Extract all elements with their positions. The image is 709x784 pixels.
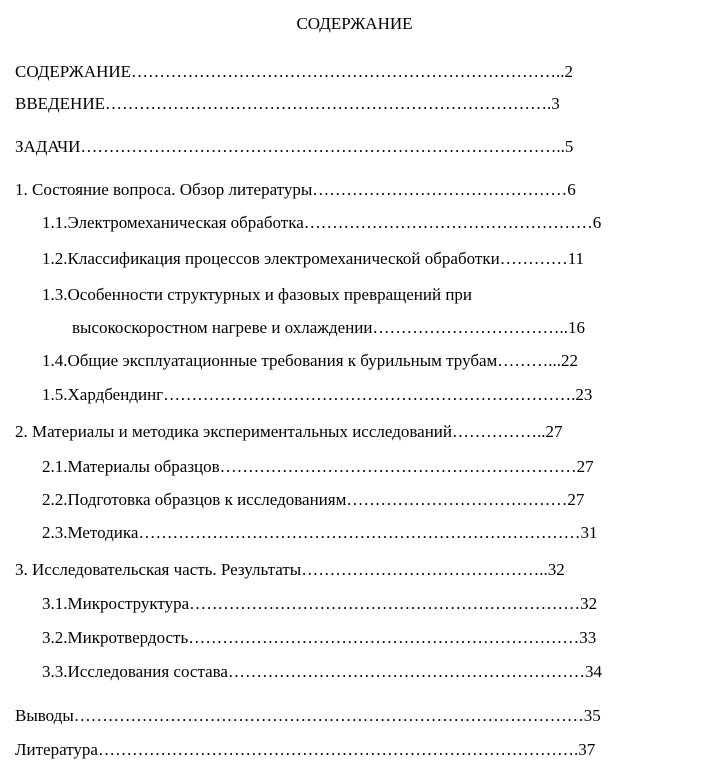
toc-entry-conclusions[interactable]: Выводы………………………………………………………………………………35 [15,706,601,725]
toc-entry-1-5[interactable]: 1.5.Хардбендинг……………………………………………………………….23 [42,385,593,404]
toc-entry-contents[interactable]: СОДЕРЖАНИЕ…………………………………………………………………..2 [15,62,574,81]
toc-entry-2-2[interactable]: 2.2.Подготовка образцов к исследованиям…………………………………27 [42,490,585,509]
toc-entry-tasks[interactable]: ЗАДАЧИ…………………………………………………………………………..5 [15,137,574,156]
page-title: СОДЕРЖАНИЕ [296,14,413,33]
toc-entry-2-3[interactable]: 2.3.Методика……………………………………………………………………31 [42,523,598,542]
toc-entry-1-1[interactable]: 1.1.Электромеханическая обработка……………………………………………6 [42,213,602,232]
toc-entry-chapter-1[interactable]: 1. Состояние вопроса. Обзор литературы………………………………………6 [15,180,576,199]
toc-entry-chapter-3[interactable]: 3. Исследовательская часть. Результаты……………………………………..32 [15,560,565,579]
toc-entry-1-2[interactable]: 1.2.Классификация процессов электромеханической обработки…………11 [42,249,585,268]
toc-entry-3-3[interactable]: 3.3.Исследования состава………………………………………………………34 [42,662,602,681]
toc-entry-3-2[interactable]: 3.2.Микротвердость……………………………………………………………33 [42,628,597,647]
toc-entry-2-1[interactable]: 2.1.Материалы образцов………………………………………………………27 [42,457,594,476]
toc-entry-chapter-2[interactable]: 2. Материалы и методика экспериментальных исследований……………..27 [15,422,563,441]
toc-entry-1-3-line-1[interactable]: 1.3.Особенности структурных и фазовых превращений при [42,285,473,304]
toc-entry-1-4[interactable]: 1.4.Общие эксплуатационные требования к бурильным трубам………...22 [42,351,579,370]
toc-entry-references[interactable]: Литература………………………………………………………………………….37 [15,740,596,759]
toc-entry-3-1[interactable]: 3.1.Микроструктура……………………………………………………………32 [42,594,598,613]
toc-entry-1-3-line-2[interactable]: высокоскоростном нагреве и охлаждении……………………………..16 [72,318,586,337]
toc-entry-introduction[interactable]: ВВЕДЕНИЕ…………………………………………………………………….3 [15,94,560,113]
